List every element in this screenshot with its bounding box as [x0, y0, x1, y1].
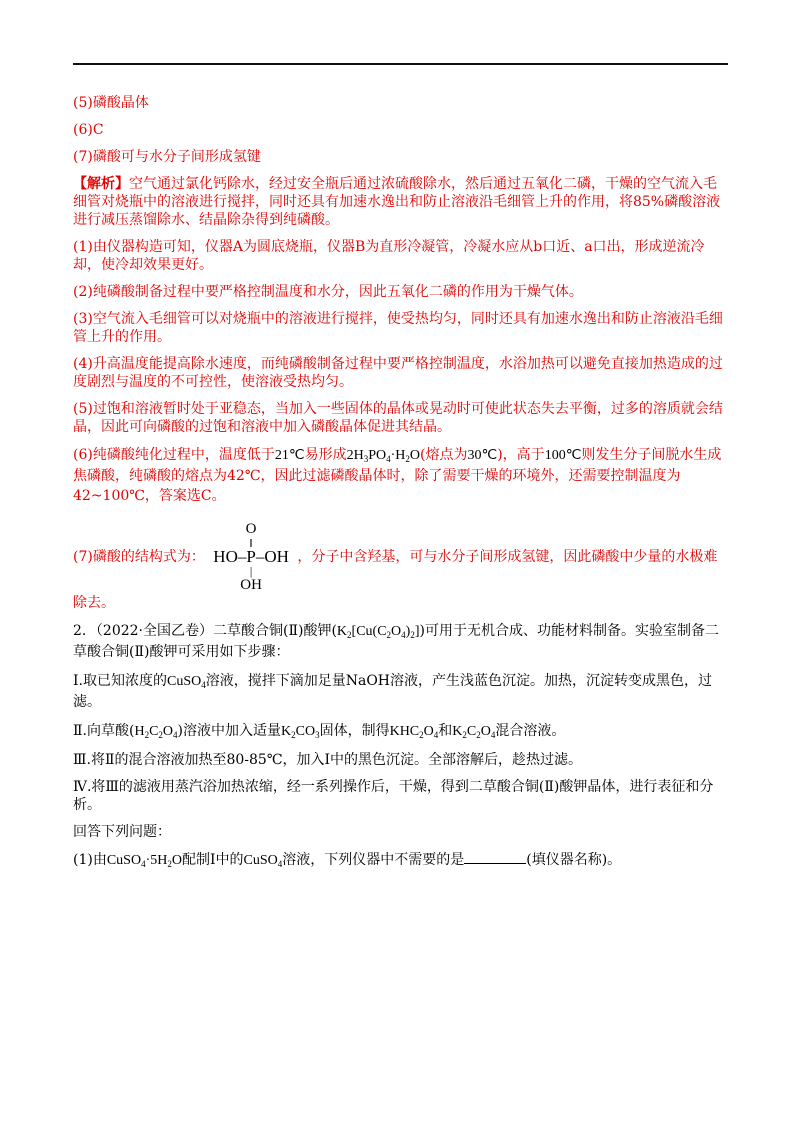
- intro-text-b: )可用于无机合成、功能材料制备。实验室制备二草酸合铜(Ⅱ)酸钾可采用如下步骤：: [73, 623, 719, 660]
- struct-center-p: P: [246, 547, 256, 566]
- step-2-c: 固体，制得: [319, 723, 390, 739]
- struct-top-o: O: [245, 521, 257, 537]
- analysis-point-7: [73, 520, 728, 612]
- formula-cuso4-b: CuSO$_4$: [243, 853, 283, 869]
- p6-text-a: (6)纯磷酸纯化过程中，温度低于: [73, 447, 275, 463]
- formula-khc2o4: $KHC_2O_4$: [389, 724, 439, 740]
- answer-7: (7)磷酸可与水分子间形成氢键: [73, 149, 261, 165]
- q1-a: (1)由: [73, 852, 107, 868]
- q1-c: 溶液，下列仪器中不需要的是: [282, 852, 465, 868]
- struct-left-ho: HO: [213, 547, 238, 566]
- analysis-intro-text: 空气通过氯化钙除水，经过安全瓶后通过浓硫酸除水，然后通过五氧化二磷，干燥的空气流入毛细管对烧瓶中的溶液进行搅拌，同时还具有加速水逸出和防止溶液沿毛细管上升的作用，将85%磷酸溶液进行减压蒸馏除水、结晶除杂得到纯磷酸。: [73, 176, 721, 228]
- analysis-intro: [73, 175, 728, 229]
- p7-text-b: ，分子中含羟基，可与水分子间形成氢键，因此磷酸中少量的水极难除去。: [73, 549, 718, 611]
- p6-text-e: 则发生分子间脱水生成焦磷酸，纯磷酸的熔点为42℃，因此过滤磷酸晶体时，除了需要干燥的环境外，还需要控制温度为42~100℃，答案选C。: [73, 447, 722, 504]
- step-2-e: 混合溶液。: [495, 723, 566, 739]
- formula-k2c2o4: $K_2C_2O_4$: [452, 724, 496, 740]
- struct-right-oh: OH: [264, 547, 289, 566]
- formula-k2co3: $K_2CO_3$: [281, 724, 320, 740]
- q1-b: 配制Ⅰ中的: [181, 852, 244, 868]
- q1-d: (填仪器名称)。: [526, 852, 622, 868]
- p6-text-d: )，高于: [497, 447, 545, 463]
- analysis-point-3: (3)空气流入毛细管可以对烧瓶中的溶液进行搅拌，使受热均匀，同时还具有加速水逸出和防止溶液沿毛细管上升的作用。: [73, 311, 723, 345]
- document-body: [73, 94, 728, 880]
- question-2-intro: [73, 621, 728, 662]
- sub-question-1: [73, 850, 728, 871]
- p6-text-c: (熔点为: [420, 447, 468, 463]
- formula-h3po4-hydrate: $2H_3PO_4\cdot H_2O$: [346, 448, 421, 464]
- intro-text-a: 二草酸合铜(Ⅱ)酸钾(: [213, 623, 337, 639]
- analysis-point-4: (4)升高温度能提高除水速度，而纯磷酸制备过程中要严格控制温度，水浴加热可以避免直接加热造成的过度剧烈与温度的不可控性，使溶液受热均匀。: [73, 356, 723, 390]
- analysis-tag: 【解析】: [73, 176, 129, 192]
- step-4: Ⅳ.将Ⅲ的滤液用蒸汽浴加热浓缩，经一系列操作后，干燥，得到二草酸合铜(Ⅱ)酸钾晶体，进行表征和分析。: [73, 779, 714, 813]
- step-2-a: Ⅱ.向草酸(: [73, 723, 135, 739]
- analysis-point-6: [73, 445, 728, 506]
- step-2-b: )溶液中加入适量: [177, 723, 281, 739]
- answer-prompt: 回答下列问题：: [73, 824, 171, 840]
- formula-k2-cu-oxalate: $K_2[Cu(C_2O_4)_2]$: [336, 624, 420, 640]
- formula-cuso4: CuSO$_4$: [166, 674, 206, 690]
- temp-30: 30℃: [467, 448, 498, 463]
- step-2-d: 和: [438, 723, 453, 739]
- struct-double-bond: ‖: [249, 536, 253, 550]
- header-rule: [73, 63, 728, 65]
- step-1: [73, 671, 728, 712]
- p7-text-a: (7)磷酸的结构式为：: [73, 549, 205, 565]
- step-3: Ⅲ.将Ⅱ的混合溶液加热至80-85℃，加入Ⅰ中的黑色沉淀。全部溶解后，趁热过滤。: [73, 752, 583, 768]
- step-1-b: 溶液，搅拌下滴加足量NaOH溶液，产生浅蓝色沉淀。加热，沉淀转变成黑色，过滤。: [73, 673, 712, 710]
- formula-cuso4-pentahydrate: $CuSO_4\cdot 5H_2O$: [106, 853, 182, 869]
- answer-blank[interactable]: [464, 851, 526, 864]
- step-1-a: Ⅰ.取已知浓度的: [73, 673, 167, 689]
- analysis-point-2: (2)纯磷酸制备过程中要严格控制温度和水分，因此五氧化二磷的作用为干燥气体。: [73, 284, 583, 300]
- phosphoric-acid-structure: O ‖ HO – P – OH | OH: [213, 521, 289, 593]
- answer-6: (6)C: [73, 122, 104, 138]
- struct-bottom-oh: OH: [240, 577, 262, 593]
- step-2: [73, 721, 728, 742]
- p6-text-b: 易形成: [304, 447, 347, 463]
- temp-21: 21℃: [274, 448, 305, 463]
- question-source: （2022·全国乙卷）: [95, 623, 214, 639]
- answer-5: (5)磷酸晶体: [73, 95, 149, 111]
- analysis-point-1: (1)由仪器构造可知，仪器A为圆底烧瓶，仪器B为直形冷凝管，冷凝水应从b口近、a口出，形成逆流冷却，使冷却效果更好。: [73, 239, 705, 273]
- temp-100: 100℃: [544, 448, 582, 463]
- question-number: 2．: [73, 623, 96, 639]
- formula-h2c2o4: $H_2C_2O_4$: [134, 724, 178, 740]
- analysis-point-5: (5)过饱和溶液暂时处于亚稳态，当加入一些固体的晶体或晃动时可使此状态失去平衡，过多的溶质就会结晶，因此可向磷酸的过饱和溶液中加入磷酸晶体促进其结晶。: [73, 401, 723, 435]
